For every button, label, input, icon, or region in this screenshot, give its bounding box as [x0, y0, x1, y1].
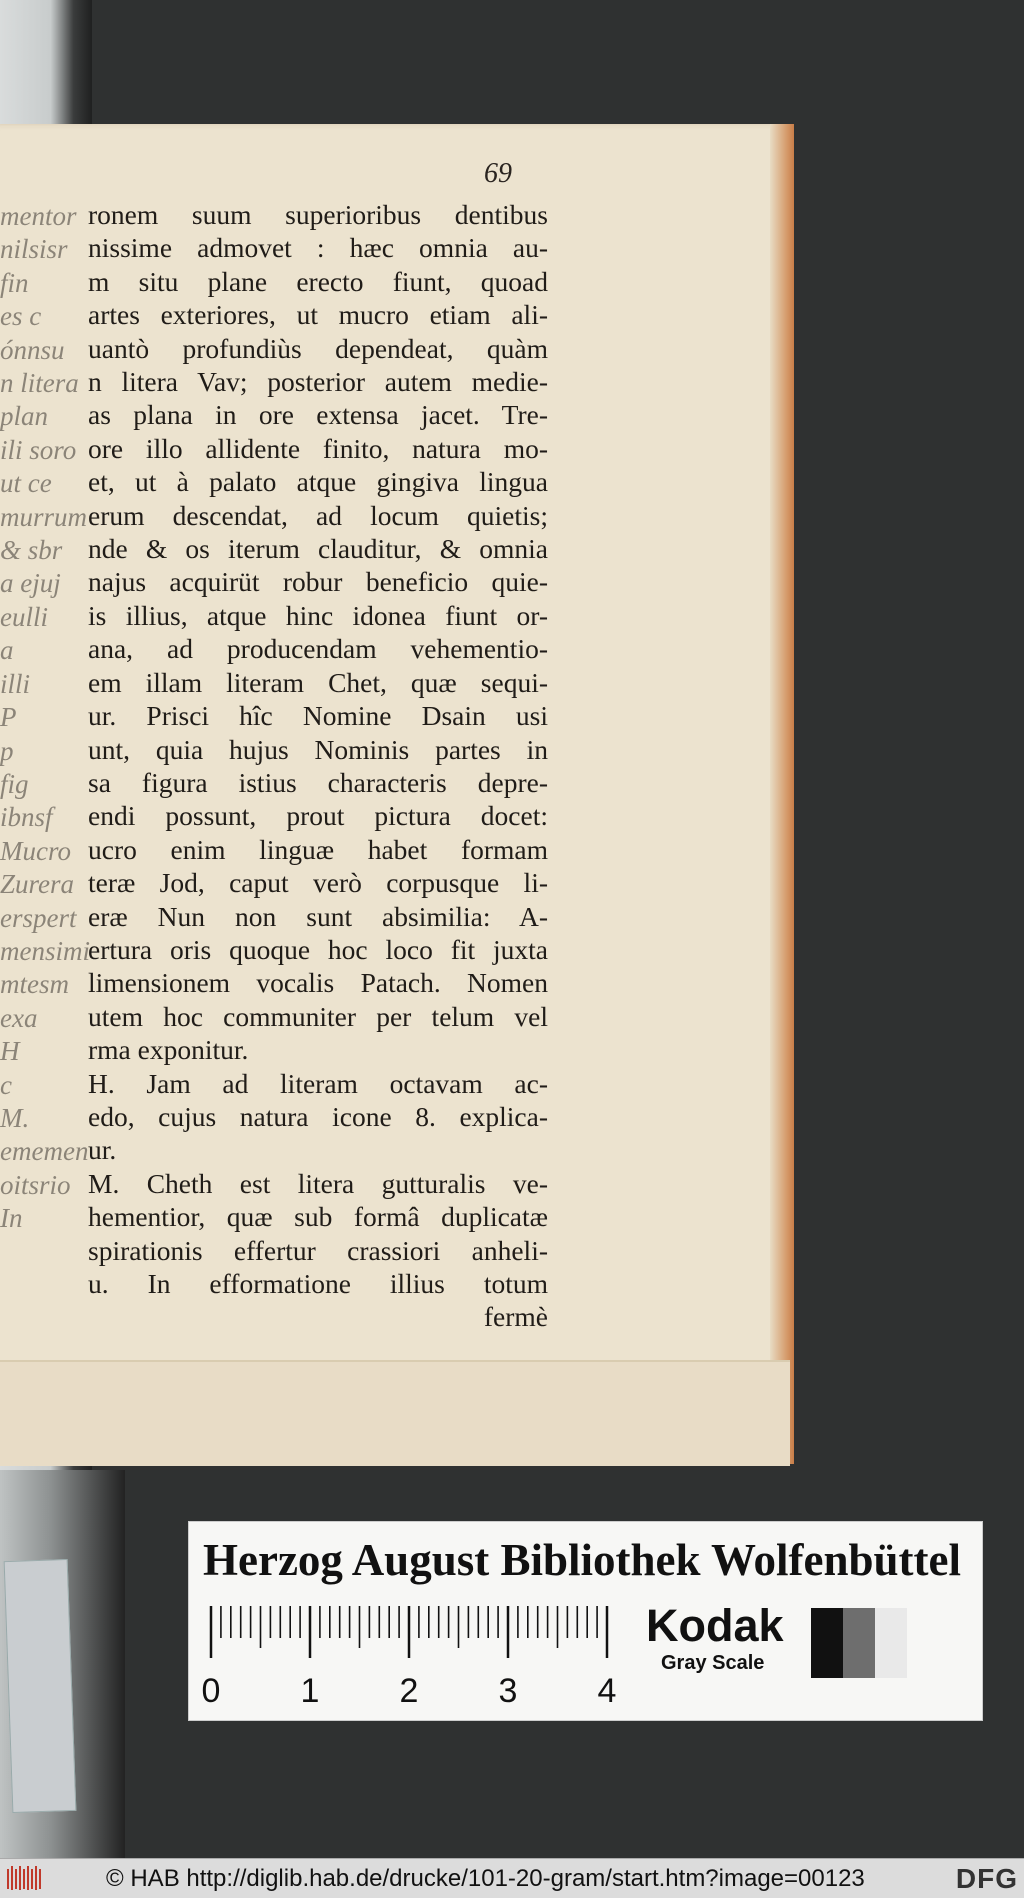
bleed-line: ut ce	[0, 468, 52, 499]
text-line: najus acquirüt robur beneficio quie-	[88, 566, 548, 598]
text-line: M. Cheth est litera gutturalis ve-	[88, 1167, 548, 1199]
page-text-block	[88, 198, 548, 1334]
page-edge	[770, 124, 794, 1464]
bleed-through-text	[0, 200, 90, 1320]
gray-scale-label: Gray Scale	[661, 1652, 765, 1674]
text-line: rma exponitur.	[88, 1034, 249, 1066]
page-fold	[0, 1360, 790, 1466]
text-line: u. In efformatione illius totum	[88, 1268, 548, 1299]
bleed-line: fig	[0, 768, 29, 799]
bleed-line: & sbr	[0, 535, 63, 566]
text-line: spirationis effertur crassiori anheli-	[88, 1234, 548, 1266]
gray-swatches	[811, 1608, 907, 1678]
text-line: ana, ad producendam vehementio-	[88, 633, 548, 665]
text-line: m situ plane erecto fiunt, quoad	[88, 265, 548, 297]
bleed-line: P	[0, 702, 17, 733]
text-line: fermè	[483, 1301, 548, 1333]
ruler-number: 1	[300, 1672, 320, 1710]
bleed-line: ibnsf	[0, 802, 53, 833]
bleed-line: mtesm	[0, 969, 69, 1000]
target-title: Herzog August Bibliothek Wolfenbüttel	[203, 1535, 961, 1585]
copyright-url[interactable]: © HAB http://diglib.hab.de/drucke/101-20-gram/start.htm?image=00123	[106, 1865, 865, 1892]
text-line: ronem suum superioribus dentibus	[88, 199, 548, 230]
bleed-line: nilsisr	[0, 234, 68, 265]
bleed-line: mentor	[0, 201, 77, 231]
text-line: eræ Nun non sunt absimilia: A-	[88, 900, 548, 932]
bleed-line: H	[0, 1036, 20, 1067]
bleed-line: exa	[0, 1002, 38, 1033]
bleed-line: n litera	[0, 368, 79, 399]
text-line: nde & os iterum clauditur, & omnia	[88, 533, 548, 565]
kodak-brand: Kodak	[646, 1600, 784, 1651]
bleed-line: erspert	[0, 902, 77, 933]
text-line: as plana in ore extensa jacet. Tre-	[88, 399, 548, 431]
bleed-line: eulli	[0, 601, 48, 632]
bleed-line: Zurera	[0, 869, 75, 900]
hab-logo-icon	[6, 1863, 46, 1893]
bleed-line: illi	[0, 668, 31, 699]
ruler-number: 0	[201, 1672, 221, 1710]
text-line: ur. Prisci hîc Nomine Dsain usi	[88, 700, 548, 732]
text-line: et, ut à palato atque gingiva lingua	[88, 466, 548, 498]
bleed-line: ónnsu	[0, 334, 65, 365]
text-line: utem hoc communiter per telum vel	[88, 1000, 548, 1032]
ruler-number: 3	[498, 1672, 518, 1710]
text-line: limensionem vocalis Patach. Nomen	[88, 967, 548, 999]
text-line: unt, quia hujus Nominis partes in	[88, 733, 548, 765]
spine-label	[4, 1559, 77, 1813]
text-line: hementior, quæ sub formâ duplicatæ	[88, 1201, 548, 1233]
bleed-line: c	[0, 1069, 12, 1100]
bleed-line: ememen	[0, 1136, 89, 1167]
footer-bar	[0, 1858, 1024, 1898]
text-line: ore illo allidente finito, natura mo-	[88, 432, 548, 464]
bleed-line: mensimi	[0, 935, 90, 966]
bleed-line: murrum	[0, 501, 88, 532]
bleed-line: plan	[0, 401, 49, 432]
bleed-line: p	[0, 735, 14, 766]
text-line: H. Jam ad literam octavam ac-	[88, 1067, 548, 1099]
page-number: 69	[484, 158, 512, 189]
bleed-line: Mucro	[0, 835, 71, 866]
gray-swatch	[875, 1608, 907, 1678]
text-line: ucro enim linguæ habet formam	[88, 833, 548, 865]
text-line: ur.	[88, 1134, 117, 1166]
bleed-line: In	[0, 1203, 23, 1234]
text-line: teræ Jod, caput verò corpusque li-	[88, 867, 548, 899]
bleed-line: a ejuj	[0, 568, 61, 599]
text-line: edo, cujus natura icone 8. explica-	[88, 1100, 548, 1132]
bleed-line: ili soro	[0, 434, 77, 465]
color-target-card	[188, 1521, 983, 1721]
text-line: ertura oris quoque hoc loco fit juxta	[88, 933, 548, 965]
text-line: n litera Vav; posterior autem medie-	[88, 366, 548, 398]
text-line: erum descendat, ad locum quietis;	[88, 499, 548, 531]
dfg-logo: DFG	[955, 1863, 1018, 1894]
text-line: uantò profundiùs dependeat, quàm	[88, 332, 548, 364]
gray-swatch	[811, 1608, 843, 1678]
ruler-number: 2	[399, 1672, 419, 1710]
bleed-line: oitsrio	[0, 1169, 71, 1200]
bleed-line: es c	[0, 301, 42, 332]
text-line: is illius, atque hinc idonea fiunt or-	[88, 599, 548, 631]
bleed-line: M.	[0, 1102, 30, 1133]
ruler-number: 4	[597, 1672, 617, 1710]
text-line: endi possunt, prout pictura docet:	[88, 800, 548, 832]
ruler	[201, 1604, 617, 1714]
text-line: sa figura istius characteris depre-	[88, 766, 548, 798]
text-line: nissime admovet : hæc omnia au-	[88, 232, 548, 264]
text-line: artes exteriores, ut mucro etiam ali-	[88, 299, 548, 331]
gray-swatch	[843, 1608, 875, 1678]
bleed-line: a	[0, 635, 14, 666]
text-line: em illam literam Chet, quæ sequi-	[88, 666, 548, 698]
bleed-line: fin	[0, 267, 29, 298]
